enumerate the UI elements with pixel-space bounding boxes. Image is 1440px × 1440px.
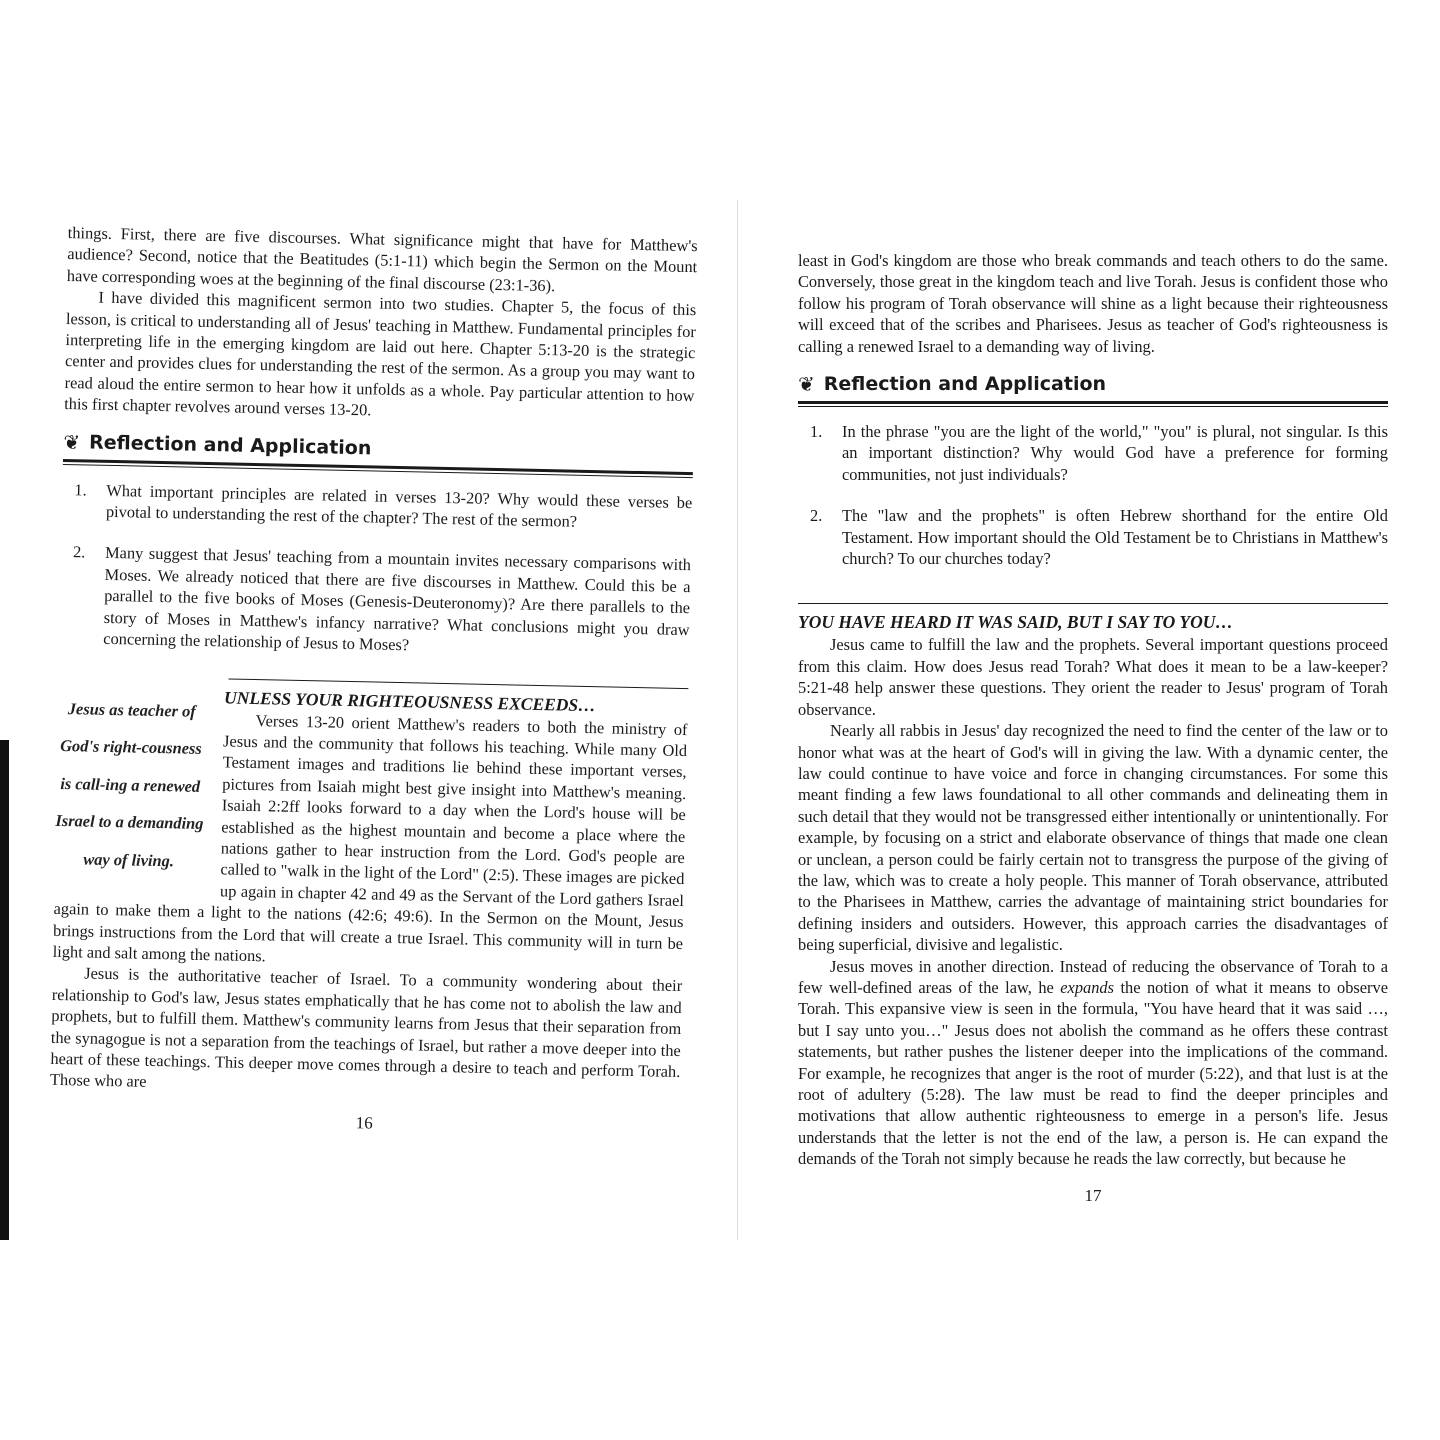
right-paragraph-3-end: the notion of what it means to observe Torah. This expansive view is seen in the formula, "You have heard that it was said …, but I say unto you…" Jesus does not abolish the command as he offers these contrast statements, but rather pushes the listener deeper into the implications of the command. For example, he recognizes that anger is the root of murder (5:22), and that lust is at the root of adultery (5:28). The law must be read to find the deeper principles and motivations that allow authentic righteousness to emerge in a person's life. Jesus understands that the letter is not the end of the law, a person is. He can expand the demands of the Torah not simply because he reads the law correctly, but because he bbox=[798, 977, 1388, 1169]
left-heading-text: Reflection and Application bbox=[88, 431, 372, 460]
right-heading-text: Reflection and Application bbox=[823, 373, 1107, 396]
right-paragraph-1: Jesus came to fulfill the law and the prophets. Several important questions proceed from this claim. How does Jesus read Torah? What does it mean to be a law-keeper? 5:21-48 help answer these questions. They orient the reader to Jesus' program of Torah observance. bbox=[798, 635, 1388, 719]
left-subheading: UNLESS YOUR RIGHTEOUSNESS EXCEEDS… bbox=[223, 686, 596, 715]
right-subheading: YOU HAVE HEARD IT WAS SAID, BUT I SAY TO YOU… bbox=[798, 612, 1233, 633]
list-item bbox=[798, 505, 1388, 569]
right-page bbox=[798, 250, 1388, 1206]
list-item bbox=[798, 421, 1388, 485]
page-edge-shadow bbox=[0, 740, 9, 1240]
question-number: 2. bbox=[810, 506, 823, 526]
left-subsection bbox=[50, 674, 689, 1103]
right-paragraph-3-start: Jesus moves in another direction. Instead of reducing the observance of Torah to a few well-defined areas of the law, he bbox=[798, 956, 1388, 997]
left-question-list bbox=[59, 479, 692, 662]
list-item bbox=[59, 541, 691, 661]
left-page bbox=[49, 222, 698, 1140]
left-intro-paragraph: things. First, there are five discourses. What significance might that have for Matthew's audience? Second, notice that the Beatitudes (5:1-11) which begin the Sermon on the Mount have corresponding woes at the beginning of the final discourse (23:1-36). bbox=[66, 222, 698, 296]
question-text: Many suggest that Jesus' teaching from a mountain invites necessary comparisons with Moses. We already noticed that there are five discourses in Matthew. Could this be a parallel to the five books of Moses (Genesis-Deuteronomy)? Are there parallels to the story of Moses in Matthew's infancy narrative? What conclusions might you draw concerning the relationship of Jesus to Moses? bbox=[103, 543, 692, 655]
left-paragraph-4: Jesus is the authoritative teacher of Israel. To a community wondering about their relationship to God's law, Jesus states emphatically that he has come not to abolish the law and prophets, but to fulfill them. Matthew's community learns from Jesus that their separation from the synagogue is not a separation from the teachings of Israel, but rather a move deeper into the heart of these teachings. This deeper move comes through a desire to teach and perform Torah. Those who are bbox=[49, 963, 683, 1092]
question-number: 1. bbox=[74, 479, 87, 500]
left-paragraph-2: I have divided this magnificent sermon into two studies. Chapter 5, the focus of this lesson, is critical to understanding all of Jesus' teaching in Matthew. Fundamental principles for interpreting life in the emerging kingdom are laid out here. Chapter 5:13-20 is the strategic center and provides clues for understanding the rest of the sermon. As a group you may want to read aloud the entire sermon to hear how it unfolds as a whole. Pay particular attention to how this first chapter revolves around verses 13-20. bbox=[63, 287, 697, 420]
page-number-left: 16 bbox=[355, 1113, 373, 1133]
right-question-list bbox=[798, 421, 1388, 569]
right-paragraph-3 bbox=[798, 956, 1388, 1170]
page-gutter bbox=[737, 200, 738, 1240]
right-paragraph-2: Nearly all rabbis in Jesus' day recognized the need to find the center of the law or to honor what was at the heart of God's will in giving the law. With a dynamic center, the law could continue to have voice and force in changing circumstances. For some this meant finding a few laws foundational to all other commands and delineating them in such detail that they would not be transgressed either intentionally or unintentionally. For example, by focusing on a strict and elaborate observance of things that made one clean or unclean, a person could be fairly certain not to transgress the purpose of the giving of the law, which was to create a holy people. This manner of Torah observance, attributed to the Pharisees in Matthew, carries the advantage of maintaining strict boundaries for defining insiders and outsiders. However, this approach carries the disadvantages of being superficial, divisive and legalistic. bbox=[798, 721, 1388, 955]
question-number: 1. bbox=[810, 422, 823, 442]
pull-quote: Jesus as teacher of God's right-cousness is call-ing a renewed Israel to a demanding way of living. bbox=[55, 698, 204, 871]
right-section-heading bbox=[798, 373, 1388, 395]
list-item bbox=[62, 479, 693, 535]
emphasis-word: expands bbox=[1060, 977, 1114, 997]
sprig-icon: ❦ bbox=[798, 372, 815, 397]
question-text: In the phrase "you are the light of the world," "you" is plural, not singular. Is this an important distinction? Why would God have a preference for forming communities, not just individuals? bbox=[842, 422, 1388, 484]
left-paragraph-3: Verses 13-20 orient Matthew's readers to both the ministry of Jesus and the community that follows his teaching. While many Old Testament images and traditions lie behind these important verses, pictures from Isaiah might best give insight into Matthew's meaning. Isaiah 2:2ff looks forward to a day when the Lord's house will be established as the highest mountain and become a place where the nations gather to hear instruction from the Lord. God's people are called to "walk in the light of the Lord" (2:5). These images are picked up again in chapter 42 and 49 as the Servant of the Lord gathers Israel again to make them a light to the nations (42:6; 49:6). In the Sermon on the Mount, Jesus brings instructions from the Lord that will create a true Israel. This community will in turn be light and salt among the nations. bbox=[52, 710, 688, 966]
question-text: The "law and the prophets" is often Hebrew shorthand for the entire Old Testament. How important should the Old Testament be to Christians in Matthew's church? To our churches today? bbox=[842, 506, 1388, 569]
right-subsection-rule bbox=[798, 603, 1388, 604]
question-text: What important principles are related in verses 13-20? Why would these verses be pivotal to understanding the rest of the chapter? The rest of the sermon? bbox=[105, 480, 693, 531]
right-heading-rule bbox=[798, 401, 1388, 407]
question-number: 2. bbox=[72, 542, 86, 562]
right-intro-paragraph: least in God's kingdom are those who break commands and teach others to do the same. Conversely, those great in the kingdom teach and live Torah. Jesus is confident those who follow his program of Torah observance will shine as a light because their righteousness will exceed that of the scribes and Pharisees. Jesus as teacher of God's righteousness is calling a renewed Israel to a demanding way of living. bbox=[798, 251, 1388, 356]
page-number-right: 17 bbox=[1084, 1185, 1102, 1205]
sprig-icon: ❦ bbox=[63, 429, 81, 454]
